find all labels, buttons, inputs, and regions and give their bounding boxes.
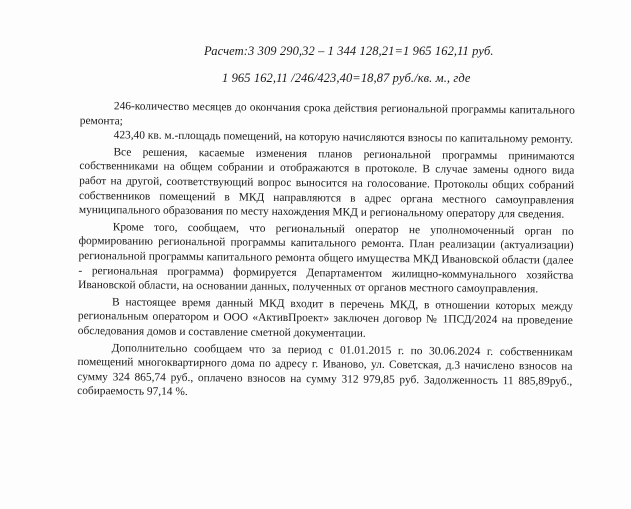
paragraph-decisions: Все решения, касаемые изменения планов региональной программы принимаются собственниками на общем собрании и отображаются в протоколе. В случае замены одного вида работ на другой, соответствующий вопрос выносится на голосование. Протоколы общих собраний собственников помещений в МКД направляются в адрес органа местного самоуправления муниципального образования по месту нахождения МКД и региональному оператору для сведения. [78,146,575,221]
letter-body [77,99,575,406]
rate-formula: 1 965 162,11 /246/423,40=18,87 руб./кв. м., где [222,71,471,85]
paragraph-operator: Кроме того, сообщаем, что региональный оператор не уполномоченный орган по формированию региональной программы капитального ремонта. План реализации (актуализации) региональной программы капитального ремонта общего имущества МКД Ивановской области (далее - региональная программа) формируется Департаментом жилищно-коммунального хозяйства Ивановской области, на основании данных, полученных от органов местного самоуправления. [78,221,574,296]
paragraph-payments: Дополнительно сообщаем что за период с 01.01.2015 г. по 30.06.2024 г. собственникам помещений многоквартирного дома по адресу г. Иваново, ул. Советская, д.3 начислено взносов на сумму 324 865,74 руб., оплачено взносов на сумму 312 979,85 руб. Задолженность 11 885,89руб., собираемость 97,14 %. [77,341,573,399]
paragraph-area: 423,40 кв. м.-площадь помещений, на которую начисляются взносы по капитальному ремонту. [113,129,573,146]
calculation-formula: Расчет:3 309 290,32 – 1 344 128,21=1 965 162,11 руб. [204,44,494,58]
paragraph-contract: В настоящее время данный МКД входит в перечень МКД, в отношении которых между региональным оператором и ООО «АктивПроект» заключен договор № 1ПСД/2024 на проведение обследования домов и составление сметной документации. [77,296,574,340]
paragraph-months: 246-количество месяцев до окончания срока действия региональной программы капитального ремонта; [79,100,575,128]
